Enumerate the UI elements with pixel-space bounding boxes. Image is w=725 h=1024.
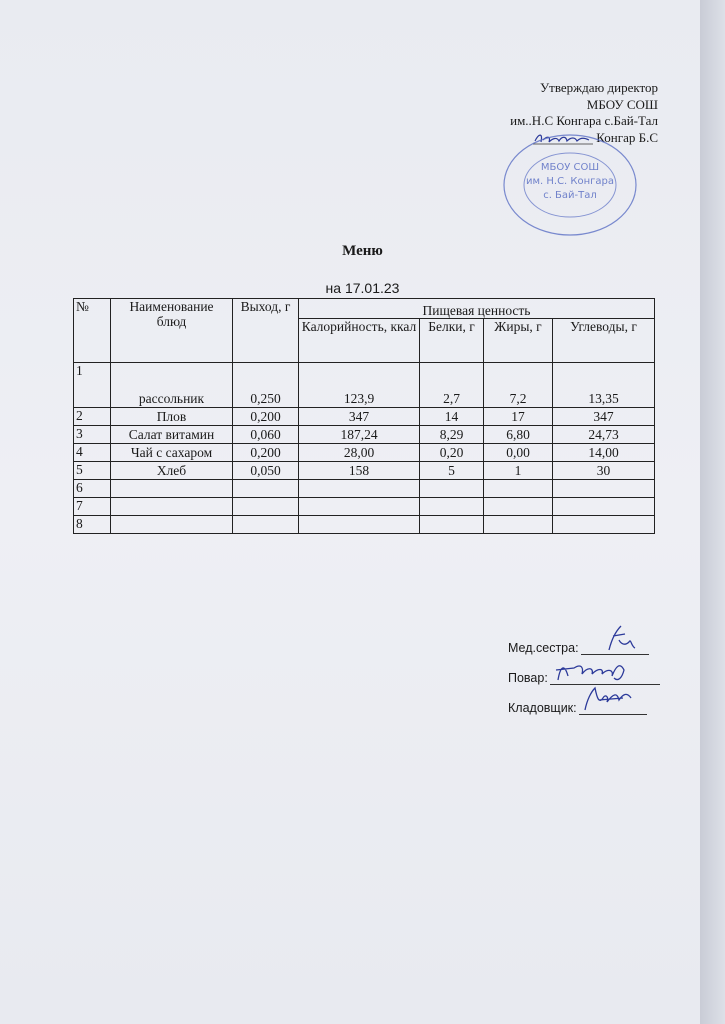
cell-yield: 0,060 bbox=[233, 426, 299, 444]
cell-dish-name: рассольник bbox=[111, 363, 233, 408]
cell-protein bbox=[420, 516, 484, 534]
table-body bbox=[74, 363, 655, 534]
cell-yield: 0,050 bbox=[233, 462, 299, 480]
table-row bbox=[74, 516, 655, 534]
nurse-signature-line bbox=[581, 638, 649, 655]
cell-dish-name: Плов bbox=[111, 408, 233, 426]
storekeeper-signature-line bbox=[579, 698, 647, 715]
cell-yield bbox=[233, 516, 299, 534]
table-row bbox=[74, 480, 655, 498]
storekeeper-signature-row bbox=[508, 685, 660, 715]
cell-carbs: 13,35 bbox=[553, 363, 655, 408]
approval-line-2: МБОУ СОШ bbox=[586, 96, 658, 112]
cell-dish-name bbox=[111, 516, 233, 534]
storekeeper-signature-icon bbox=[579, 684, 639, 716]
cell-yield bbox=[233, 498, 299, 516]
cell-protein: 2,7 bbox=[420, 363, 484, 408]
cook-label: Повар: bbox=[508, 671, 548, 685]
cook-signature-icon bbox=[550, 656, 640, 686]
nurse-signature-row bbox=[508, 625, 660, 655]
cell-calories: 347 bbox=[299, 408, 420, 426]
cell-fat bbox=[484, 516, 553, 534]
cell-carbs bbox=[553, 498, 655, 516]
menu-date: на 17.01.23 bbox=[325, 280, 400, 296]
cell-num: 6 bbox=[74, 480, 111, 498]
header-calories: Калорийность, ккал bbox=[299, 319, 420, 363]
cell-calories: 123,9 bbox=[299, 363, 420, 408]
cell-dish-name: Салат витамин bbox=[111, 426, 233, 444]
cell-carbs bbox=[553, 516, 655, 534]
header-carbs: Углеводы, г bbox=[553, 319, 655, 363]
cell-calories: 187,24 bbox=[299, 426, 420, 444]
table-row bbox=[74, 363, 655, 408]
cell-fat: 6,80 bbox=[484, 426, 553, 444]
table-row bbox=[74, 498, 655, 516]
cell-protein: 14 bbox=[420, 408, 484, 426]
cell-fat bbox=[484, 498, 553, 516]
cell-protein bbox=[420, 480, 484, 498]
table-row bbox=[74, 408, 655, 426]
table-row bbox=[74, 462, 655, 480]
approval-line-1: Утверждаю директор bbox=[539, 80, 658, 95]
cell-fat: 7,2 bbox=[484, 363, 553, 408]
cell-fat: 17 bbox=[484, 408, 553, 426]
menu-table bbox=[73, 298, 655, 534]
stamp-line-3: с. Бай-Тал bbox=[543, 190, 597, 201]
cell-num: 4 bbox=[74, 444, 111, 462]
cell-calories bbox=[299, 516, 420, 534]
header-yield: Выход, г bbox=[233, 299, 299, 363]
cell-carbs: 30 bbox=[553, 462, 655, 480]
header-fat: Жиры, г bbox=[484, 319, 553, 363]
cell-dish-name bbox=[111, 498, 233, 516]
cell-carbs: 347 bbox=[553, 408, 655, 426]
cook-signature-line bbox=[550, 668, 660, 685]
cook-signature-row bbox=[508, 655, 660, 685]
table-header-row bbox=[74, 299, 655, 319]
cell-carbs bbox=[553, 480, 655, 498]
cell-calories: 158 bbox=[299, 462, 420, 480]
header-num: № bbox=[74, 299, 111, 363]
cell-num: 5 bbox=[74, 462, 111, 480]
page-edge bbox=[700, 0, 725, 1024]
table-row bbox=[74, 426, 655, 444]
cell-num: 3 bbox=[74, 426, 111, 444]
stamp-line-1: МБОУ СОШ bbox=[540, 162, 600, 173]
signatures-block bbox=[508, 625, 660, 715]
nurse-label: Мед.сестра: bbox=[508, 641, 579, 655]
cell-dish-name: Хлеб bbox=[111, 462, 233, 480]
cell-yield: 0,200 bbox=[233, 444, 299, 462]
cell-fat: 1 bbox=[484, 462, 553, 480]
cell-protein: 0,20 bbox=[420, 444, 484, 462]
cell-num: 1 bbox=[74, 363, 111, 408]
cell-num: 2 bbox=[74, 408, 111, 426]
approval-line-3: им..Н.С Конгара с.Бай-Тал bbox=[510, 113, 658, 128]
cell-yield: 0,200 bbox=[233, 408, 299, 426]
cell-yield: 0,250 bbox=[233, 363, 299, 408]
cell-protein bbox=[420, 498, 484, 516]
nurse-signature-icon bbox=[581, 622, 641, 656]
page-title: Меню bbox=[342, 243, 383, 259]
cell-calories bbox=[299, 480, 420, 498]
cell-num: 7 bbox=[74, 498, 111, 516]
cell-num: 8 bbox=[74, 516, 111, 534]
cell-protein: 8,29 bbox=[420, 426, 484, 444]
cell-calories bbox=[299, 498, 420, 516]
cell-fat: 0,00 bbox=[484, 444, 553, 462]
cell-dish-name: Чай с сахаром bbox=[111, 444, 233, 462]
header-protein: Белки, г bbox=[420, 319, 484, 363]
cell-dish-name bbox=[111, 480, 233, 498]
header-name: Наименование блюд bbox=[111, 299, 233, 363]
stamp-line-2: им. Н.С. Конгара bbox=[525, 176, 615, 187]
cell-protein: 5 bbox=[420, 462, 484, 480]
cell-fat bbox=[484, 480, 553, 498]
approval-signer: Конгар Б.С bbox=[596, 129, 658, 145]
cell-carbs: 24,73 bbox=[553, 426, 655, 444]
storekeeper-label: Кладовщик: bbox=[508, 701, 577, 715]
cell-yield bbox=[233, 480, 299, 498]
table-row bbox=[74, 444, 655, 462]
cell-carbs: 14,00 bbox=[553, 444, 655, 462]
header-nutrition: Пищевая ценность bbox=[299, 299, 655, 319]
school-stamp-icon bbox=[500, 130, 640, 250]
cell-calories: 28,00 bbox=[299, 444, 420, 462]
